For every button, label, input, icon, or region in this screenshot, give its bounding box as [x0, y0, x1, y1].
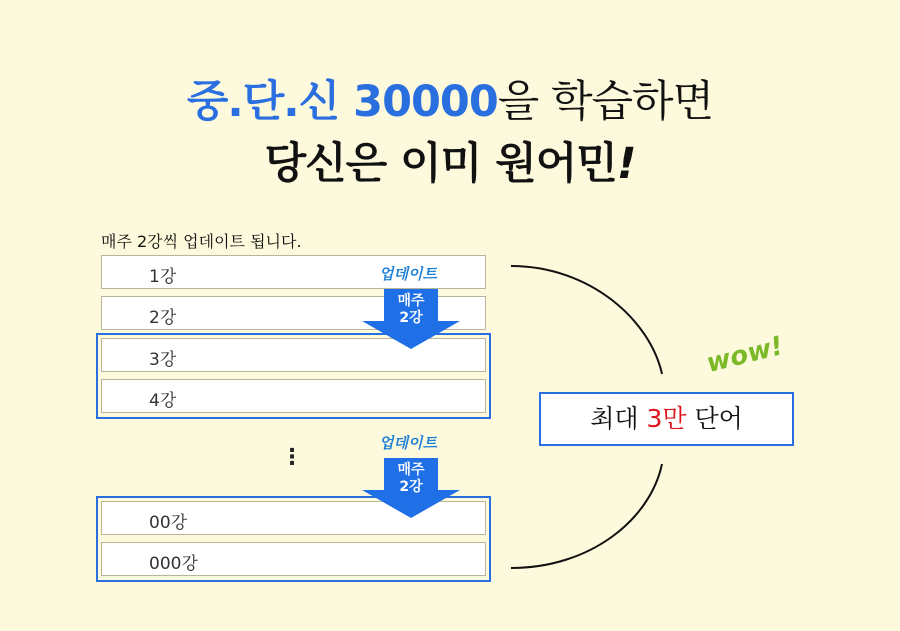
- headline-exclamation: !: [616, 139, 636, 189]
- result-suffix: 단어: [686, 404, 743, 433]
- arrow-label-1: 매주: [397, 462, 425, 478]
- arrow-label-2: 2강: [399, 479, 423, 495]
- ellipsis-icon: ⋮: [281, 445, 303, 470]
- update-label: 업데이트: [379, 434, 437, 452]
- lesson-label: 00강: [149, 513, 188, 533]
- arrow-label-2: 2강: [399, 310, 423, 326]
- lesson-row: [101, 542, 486, 576]
- down-arrow-icon: [362, 289, 460, 349]
- headline-rest: 을 학습하면: [497, 77, 714, 127]
- lesson-label: 4강: [149, 391, 177, 411]
- lesson-label: 2강: [149, 308, 177, 328]
- arrow-label-1: 매주: [397, 293, 425, 309]
- update-label: 업데이트: [379, 265, 437, 283]
- result-box: [539, 392, 794, 446]
- bracket-curve-top: [511, 266, 662, 374]
- lesson-label: 3강: [149, 350, 177, 370]
- lesson-row: [101, 379, 486, 413]
- headline-accent: 중.단.신 30000: [186, 77, 498, 127]
- lesson-label: 1강: [149, 267, 177, 287]
- result-prefix: 최대: [590, 404, 647, 433]
- bracket-curve-bottom: [511, 464, 662, 568]
- down-arrow-icon: [362, 458, 460, 518]
- headline-main: 당신은 이미 원어민: [264, 139, 617, 189]
- wow-text: wow!: [703, 331, 787, 379]
- update-note: 매주 2강씩 업데이트 됩니다.: [101, 232, 302, 251]
- result-highlight: 3만: [646, 404, 687, 433]
- lesson-label: 000강: [149, 554, 198, 574]
